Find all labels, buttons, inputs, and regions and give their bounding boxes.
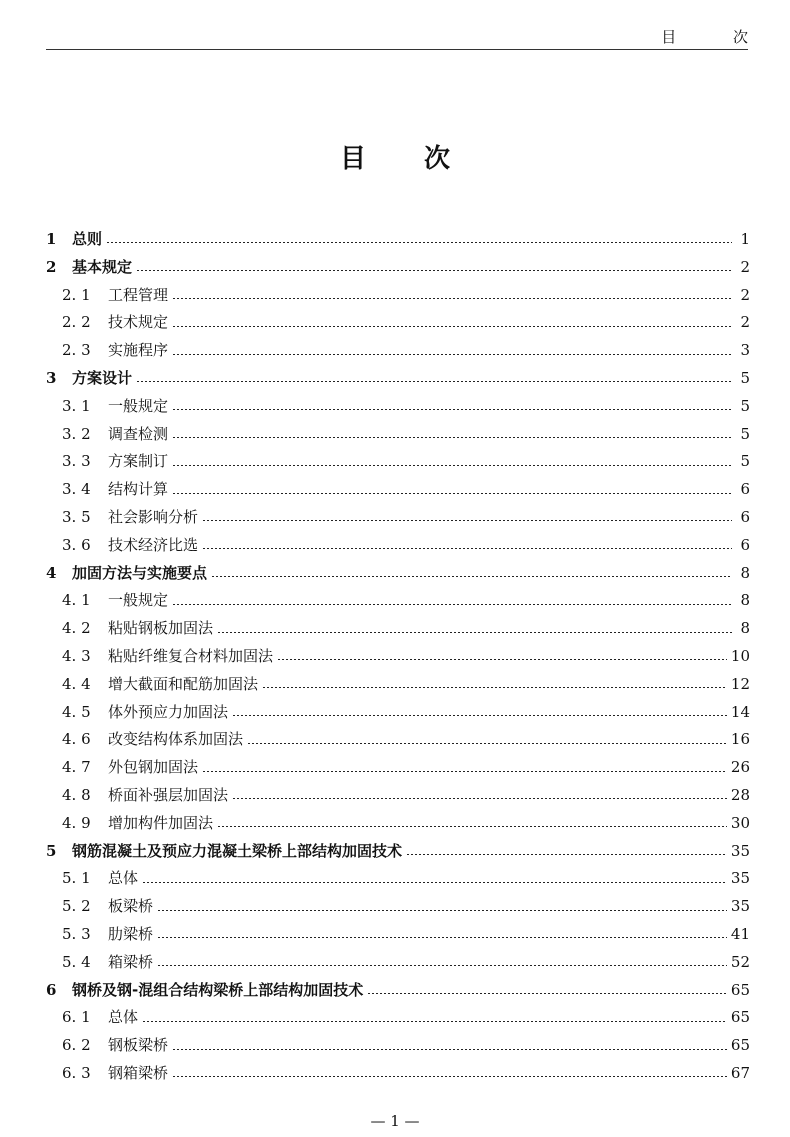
toc-entry-title: 增加构件加固法	[108, 813, 214, 832]
toc-entry-page: 65	[730, 1008, 750, 1027]
toc-dot-leader	[172, 465, 732, 466]
toc-dot-leader	[406, 854, 727, 855]
toc-section-entry[interactable]	[46, 615, 750, 643]
toc-entry-title: 钢桥及钢-混组合结构梁桥上部结构加固技术	[72, 980, 364, 999]
toc-entry-number: 4. 3	[62, 646, 91, 665]
toc-entry-number: 4. 8	[62, 785, 91, 804]
toc-entry-title: 技术经济比选	[108, 535, 199, 554]
toc-section-entry[interactable]	[46, 643, 750, 671]
toc-entry-number: 4. 4	[62, 674, 91, 693]
toc-entry-title: 工程管理	[108, 285, 169, 304]
toc-section-entry[interactable]	[46, 921, 750, 949]
toc-entry-title: 箱梁桥	[108, 952, 154, 971]
toc-section-entry[interactable]	[46, 393, 750, 421]
toc-section-entry[interactable]	[46, 810, 750, 838]
toc-dot-leader	[157, 910, 727, 911]
toc-entry-number: 2. 1	[62, 285, 91, 304]
toc-dot-leader	[202, 548, 732, 549]
toc-entry-number: 3. 5	[62, 507, 91, 526]
toc-entry-page: 12	[730, 674, 750, 693]
toc-entry-page: 8	[740, 563, 750, 582]
toc-dot-leader	[232, 798, 727, 799]
toc-entry-title: 粘贴纤维复合材料加固法	[108, 646, 274, 665]
toc-entry-page: 14	[730, 702, 750, 721]
toc-entry-title: 社会影响分析	[108, 507, 199, 526]
toc-entry-page: 6	[740, 507, 750, 526]
toc-section-entry[interactable]	[46, 671, 750, 699]
toc-entry-title: 体外预应力加固法	[108, 702, 229, 721]
toc-section-entry[interactable]	[46, 309, 750, 337]
toc-entry-page: 16	[730, 730, 750, 749]
toc-dot-leader	[142, 1021, 727, 1022]
toc-entry-number: 6. 2	[62, 1036, 91, 1055]
toc-entry-page: 41	[730, 924, 750, 943]
toc-dot-leader	[172, 298, 732, 299]
toc-entry-title: 板梁桥	[108, 897, 154, 916]
table-of-contents	[46, 226, 750, 1088]
toc-dot-leader	[172, 1049, 727, 1050]
toc-entry-title: 实施程序	[108, 341, 169, 360]
toc-dot-leader	[172, 437, 732, 438]
toc-section-entry[interactable]	[46, 1032, 750, 1060]
toc-dot-leader	[172, 493, 732, 494]
toc-entry-number: 6	[46, 980, 57, 999]
toc-dot-leader	[277, 659, 727, 660]
toc-entry-page: 1	[740, 230, 750, 248]
toc-entry-title: 总则	[72, 230, 103, 248]
toc-entry-page: 65	[730, 1036, 750, 1055]
toc-entry-page: 2	[740, 257, 750, 276]
toc-section-entry[interactable]	[46, 865, 750, 893]
toc-dot-leader	[172, 354, 732, 355]
toc-entry-page: 35	[730, 841, 750, 860]
toc-dot-leader	[172, 326, 732, 327]
toc-entry-title: 一般规定	[108, 396, 169, 415]
toc-entry-title: 方案制订	[108, 452, 169, 471]
toc-entry-number: 4. 7	[62, 758, 91, 777]
toc-entry-title: 桥面补强层加固法	[108, 785, 229, 804]
toc-chapter-entry[interactable]	[46, 560, 750, 588]
toc-entry-page: 6	[740, 480, 750, 499]
toc-entry-title: 钢筋混凝土及预应力混凝土梁桥上部结构加固技术	[72, 841, 403, 860]
toc-dot-leader	[172, 409, 732, 410]
toc-section-entry[interactable]	[46, 699, 750, 727]
toc-dot-leader	[262, 687, 727, 688]
toc-entry-title: 钢板梁桥	[108, 1036, 169, 1055]
toc-entry-page: 28	[730, 785, 750, 804]
toc-entry-page: 2	[740, 285, 750, 304]
toc-entry-title: 总体	[108, 869, 139, 888]
toc-entry-title: 加固方法与实施要点	[72, 563, 208, 582]
toc-entry-title: 调查检测	[108, 424, 169, 443]
toc-entry-number: 5. 4	[62, 952, 91, 971]
toc-entry-number: 3. 6	[62, 535, 91, 554]
toc-section-entry[interactable]	[46, 421, 750, 449]
toc-entry-number: 4. 5	[62, 702, 91, 721]
toc-entry-title: 一般规定	[108, 591, 169, 610]
toc-entry-page: 35	[730, 869, 750, 888]
toc-entry-number: 3. 4	[62, 480, 91, 499]
toc-dot-leader	[172, 604, 732, 605]
toc-dot-leader	[247, 743, 727, 744]
toc-section-entry[interactable]	[46, 949, 750, 977]
toc-section-entry[interactable]	[46, 504, 750, 532]
toc-entry-number: 5. 3	[62, 924, 91, 943]
toc-entry-page: 5	[740, 368, 750, 387]
toc-entry-page: 6	[740, 535, 750, 554]
toc-section-entry[interactable]	[46, 726, 750, 754]
toc-entry-page: 5	[740, 396, 750, 415]
toc-entry-page: 8	[740, 619, 750, 638]
toc-dot-leader	[217, 826, 727, 827]
toc-section-entry[interactable]	[46, 893, 750, 921]
running-head-text: 目 次	[661, 28, 774, 46]
toc-entry-title: 基本规定	[72, 257, 133, 276]
toc-entry-page: 26	[730, 758, 750, 777]
toc-entry-page: 2	[740, 313, 750, 332]
toc-entry-number: 5. 1	[62, 869, 91, 888]
toc-dot-leader	[211, 576, 732, 577]
toc-entry-title: 肋梁桥	[108, 924, 154, 943]
toc-section-entry[interactable]	[46, 476, 750, 504]
toc-section-entry[interactable]	[46, 337, 750, 365]
toc-entry-number: 6. 1	[62, 1008, 91, 1027]
toc-entry-title: 钢箱梁桥	[108, 1063, 169, 1082]
page-number: — 1 —	[370, 1112, 420, 1130]
toc-dot-leader	[367, 993, 727, 994]
toc-section-entry[interactable]	[46, 587, 750, 615]
toc-chapter-entry[interactable]	[46, 226, 750, 254]
toc-entry-title: 结构计算	[108, 480, 169, 499]
toc-dot-leader	[202, 520, 732, 521]
toc-entry-page: 3	[740, 341, 750, 360]
toc-entry-title: 方案设计	[72, 368, 133, 387]
toc-entry-page: 30	[730, 813, 750, 832]
toc-dot-leader	[157, 965, 727, 966]
toc-entry-number: 1	[46, 230, 57, 248]
toc-entry-page: 35	[730, 897, 750, 916]
toc-entry-number: 4. 9	[62, 813, 91, 832]
toc-entry-page: 65	[730, 980, 750, 999]
toc-entry-title: 总体	[108, 1008, 139, 1027]
toc-dot-leader	[136, 381, 732, 382]
toc-entry-number: 3. 3	[62, 452, 91, 471]
toc-entry-title: 改变结构体系加固法	[108, 730, 244, 749]
toc-entry-number: 5	[46, 841, 57, 860]
toc-entry-number: 5. 2	[62, 897, 91, 916]
toc-entry-title: 技术规定	[108, 313, 169, 332]
toc-entry-number: 2. 2	[62, 313, 91, 332]
toc-entry-title: 粘贴钢板加固法	[108, 619, 214, 638]
page-title: 目次	[339, 144, 508, 174]
toc-section-entry[interactable]	[46, 532, 750, 560]
toc-section-entry[interactable]	[46, 1004, 750, 1032]
toc-section-entry[interactable]	[46, 782, 750, 810]
toc-entry-number: 3. 1	[62, 396, 91, 415]
toc-entry-page: 67	[730, 1063, 750, 1082]
toc-dot-leader	[106, 242, 732, 243]
toc-entry-page: 8	[740, 591, 750, 610]
toc-section-entry[interactable]	[46, 282, 750, 310]
toc-chapter-entry[interactable]	[46, 977, 750, 1005]
toc-entry-number: 4. 6	[62, 730, 91, 749]
toc-dot-leader	[136, 270, 732, 271]
toc-dot-leader	[232, 715, 727, 716]
toc-chapter-entry[interactable]	[46, 365, 750, 393]
toc-dot-leader	[157, 937, 727, 938]
toc-dot-leader	[217, 632, 732, 633]
toc-entry-number: 3. 2	[62, 424, 91, 443]
toc-entry-title: 增大截面和配筋加固法	[108, 674, 259, 693]
toc-chapter-entry[interactable]	[46, 838, 750, 866]
toc-entry-number: 4. 2	[62, 619, 91, 638]
toc-entry-number: 3	[46, 368, 57, 387]
toc-entry-page: 5	[740, 424, 750, 443]
toc-section-entry[interactable]	[46, 448, 750, 476]
toc-dot-leader	[172, 1076, 727, 1077]
toc-dot-leader	[202, 771, 727, 772]
toc-entry-number: 2	[46, 257, 57, 276]
toc-section-entry[interactable]	[46, 1060, 750, 1088]
toc-entry-number: 4. 1	[62, 591, 91, 610]
running-head	[46, 22, 774, 50]
toc-chapter-entry[interactable]	[46, 254, 750, 282]
toc-entry-title: 外包钢加固法	[108, 758, 199, 777]
toc-dot-leader	[142, 882, 727, 883]
toc-entry-number: 6. 3	[62, 1063, 91, 1082]
toc-entry-page: 5	[740, 452, 750, 471]
toc-entry-number: 4	[46, 563, 57, 582]
toc-entry-number: 2. 3	[62, 341, 91, 360]
toc-entry-page: 10	[730, 646, 750, 665]
toc-section-entry[interactable]	[46, 754, 750, 782]
toc-entry-page: 52	[730, 952, 750, 971]
